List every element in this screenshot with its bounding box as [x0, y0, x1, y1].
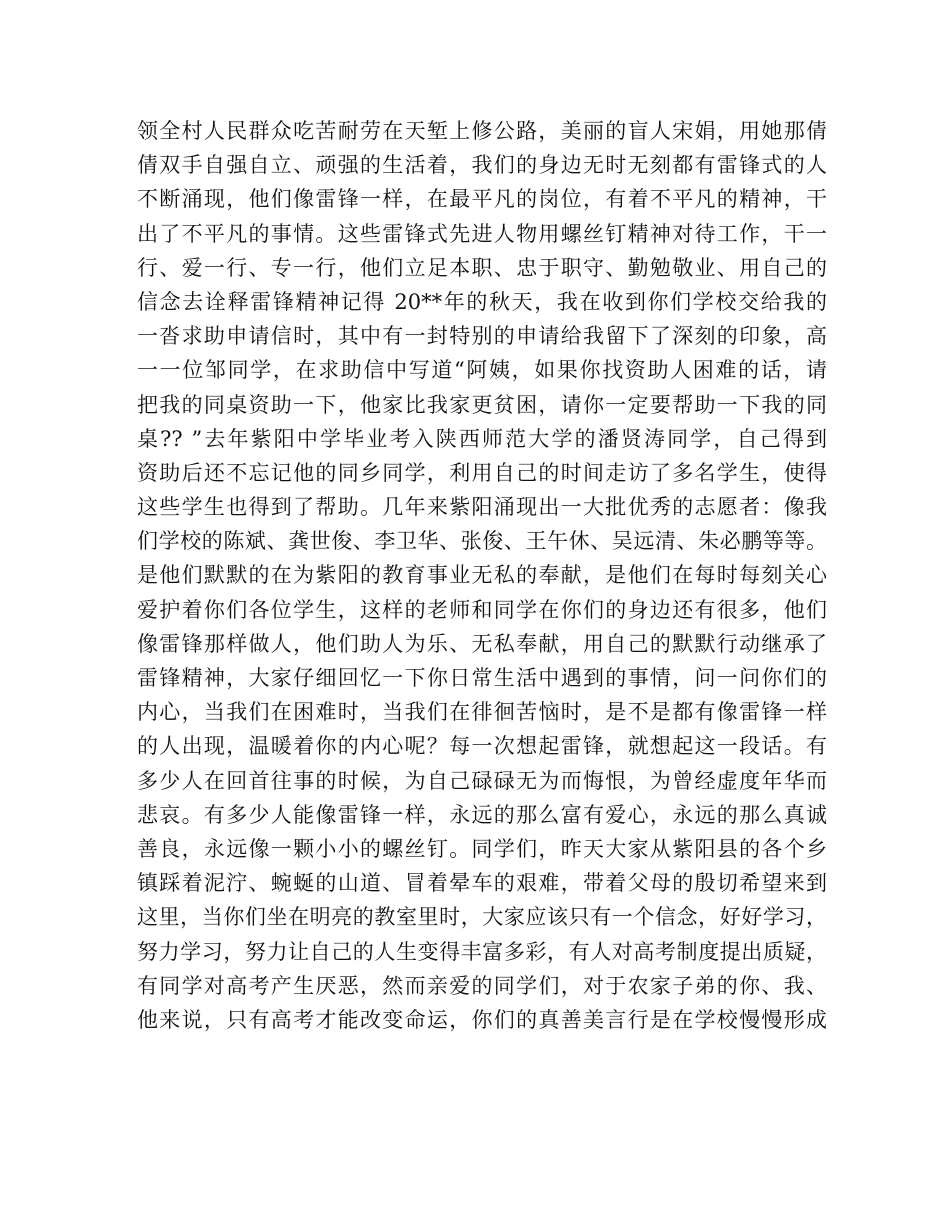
body-text	[137, 114, 827, 1037]
text-line: 像雷锋那样做人，他们助人为乐、无私奉献，用自己的默默行动继承了	[137, 631, 827, 656]
text-line: 多少人在回首往事的时候，为自己碌碌无为而悔恨，为曾经虚度年华而	[137, 768, 827, 793]
text-line: 他来说，只有高考才能改变命运，你们的真善美言行是在学校慢慢形成	[137, 1007, 827, 1032]
text-line: 是他们默默的在为紫阳的教育事业无私的奉献，是他们在每时每刻关心	[137, 563, 827, 588]
text-line: 行、爱一行、专一行，他们立足本职、忠于职守、勤勉敬业、用自己的	[137, 255, 827, 280]
text-line: 这些学生也得到了帮助。几年来紫阳涌现出一大批优秀的志愿者：像我	[137, 495, 827, 520]
text-line: 努力学习，努力让自己的人生变得丰富多彩，有人对高考制度提出质疑，	[137, 939, 827, 964]
text-line: 的人出现，温暖着你的内心呢？每一次想起雷锋，就想起这一段话。有	[137, 734, 827, 759]
text-line: 桌?? ”去年紫阳中学毕业考入陕西师范大学的潘贤涛同学，自己得到	[137, 426, 827, 451]
text-line: 雷锋精神，大家仔细回忆一下你日常生活中遇到的事情，问一问你们的	[137, 666, 827, 690]
text-line: 爱护着你们各位学生，这样的老师和同学在你们的身边还有很多，他们	[137, 597, 827, 622]
text-line: 这里，当你们坐在明亮的教室里时，大家应该只有一个信念，好好学习，	[137, 905, 827, 930]
text-line: 有同学对高考产生厌恶，然而亲爱的同学们，对于农家子弟的你、我、	[137, 973, 827, 998]
text-line: 出了不平凡的事情。这些雷锋式先进人物用螺丝钉精神对待工作，干一	[137, 221, 827, 246]
text-line: 一一位邹同学，在求助信中写道“阿姨，如果你找资助人困难的话，请	[137, 358, 827, 383]
text-line: 把我的同桌资助一下，他家比我家更贫困，请你一定要帮助一下我的同	[137, 392, 827, 417]
text-line: 内心，当我们在困难时，当我们在徘徊苦恼时，是不是都有像雷锋一样	[137, 700, 827, 725]
text-line: 镇踩着泥泞、蜿蜒的山道、冒着晕车的艰难，带着父母的殷切希望来到	[137, 871, 827, 896]
text-line: 一沓求助申请信时，其中有一封特别的申请给我留下了深刻的印象，高	[137, 324, 827, 349]
text-line: 资助后还不忘记他的同乡同学，利用自己的时间走访了多名学生，使得	[137, 460, 827, 485]
text-line: 善良，永远像一颗小小的螺丝钉。同学们，昨天大家从紫阳县的各个乡	[137, 836, 827, 861]
text-line: 领全村人民群众吃苦耐劳在天堑上修公路，美丽的盲人宋娟，用她那倩	[137, 119, 827, 143]
text-line: 信念去诠释雷锋精神记得 20**年的秋天，我在收到你们学校交给我的	[137, 289, 827, 314]
text-line: 们学校的陈斌、龚世俊、李卫华、张俊、王午休、吴远清、朱必鹏等等。	[137, 529, 827, 554]
text-line: 倩双手自强自立、顽强的生活着，我们的身边无时无刻都有雷锋式的人	[137, 153, 827, 178]
text-line: 不断涌现，他们像雷锋一样，在最平凡的岗位，有着不平凡的精神，干	[137, 187, 827, 212]
text-line: 悲哀。有多少人能像雷锋一样，永远的那么富有爱心，永远的那么真诚	[137, 802, 827, 827]
